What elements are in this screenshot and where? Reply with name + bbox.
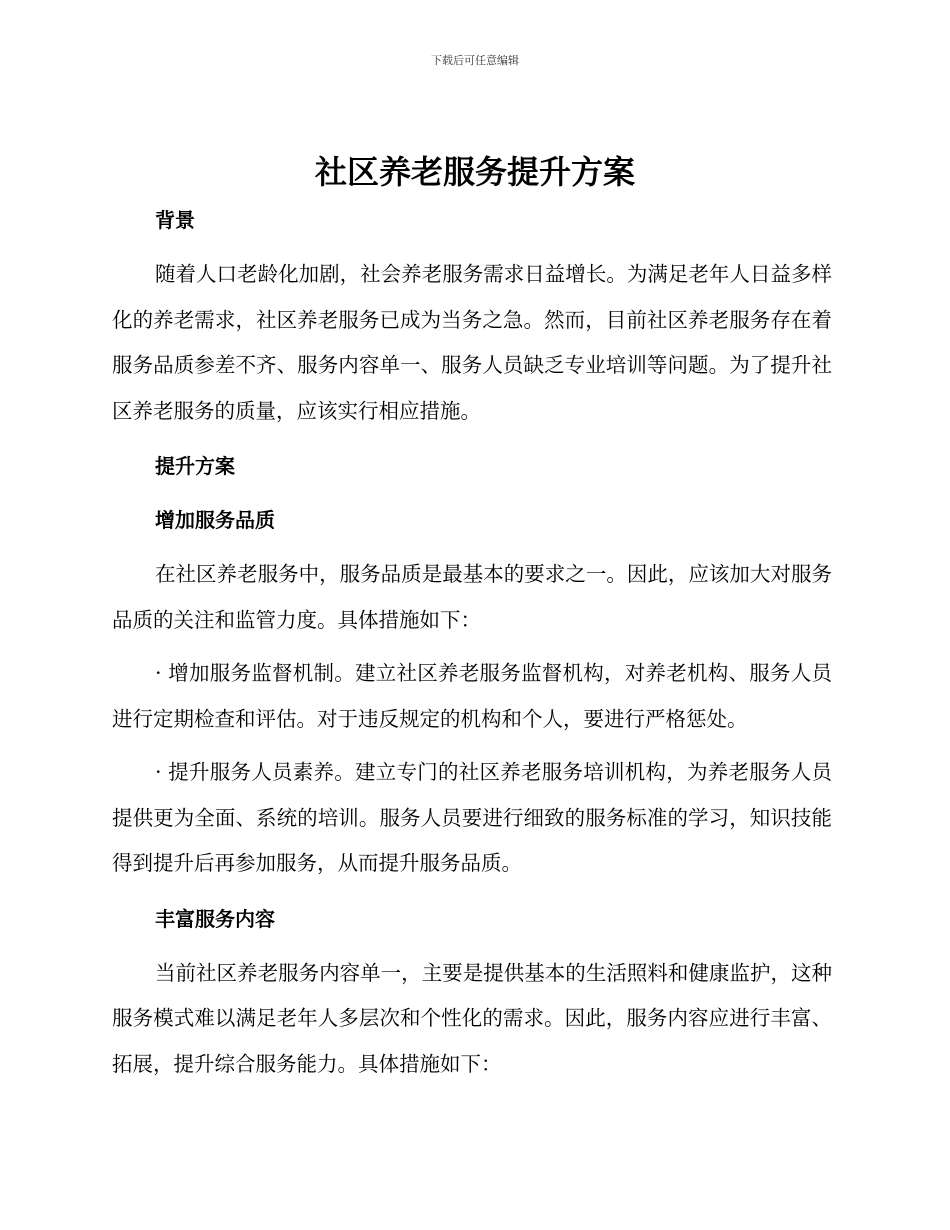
document-title: 社区养老服务提升方案 [314, 153, 635, 191]
bullet-quality-training: · 提升服务人员素养。建立专门的社区养老服务培训机构，为养老服务人员提供更为全面、系统的培训。服务人员要进行细致的服务标准的学习，知识技能得到提升后再参加服务，从而提升服务品质。 [112, 760, 832, 875]
bullet-quality-supervision: · 增加服务监督机制。建立社区养老服务监督机构，对养老机构、服务人员进行定期检查和评估。对于违反规定的机构和个人，要进行严格惩处。 [112, 661, 832, 731]
paragraph-quality: 在社区养老服务中，服务品质是最基本的要求之一。因此，应该加大对服务品质的关注和监管力度。具体措施如下： [112, 562, 832, 632]
section-heading-plan: 提升方案 [155, 454, 235, 478]
section-heading-background: 背景 [155, 208, 195, 232]
paragraph-background: 随着人口老龄化加剧，社会养老服务需求日益增长。为满足老年人日益多样化的养老需求，社区养老服务已成为当务之急。然而，目前社区养老服务存在着服务品质参差不齐、服务内容单一、服务人员缺乏专业培训等问题。为了提升社区养老服务的质量，应该实行相应措施。 [112, 262, 832, 423]
document-body [112, 200, 832, 1087]
section-heading-quality: 增加服务品质 [155, 508, 275, 532]
paragraph-content: 当前社区养老服务内容单一，主要是提供基本的生活照料和健康监护，这种服务模式难以满足老年人多层次和个性化的需求。因此，服务内容应进行丰富、拓展，提升综合服务能力。具体措施如下： [112, 960, 832, 1076]
section-heading-content: 丰富服务内容 [155, 906, 275, 931]
header-note: 下载后可任意编辑 [431, 54, 519, 67]
